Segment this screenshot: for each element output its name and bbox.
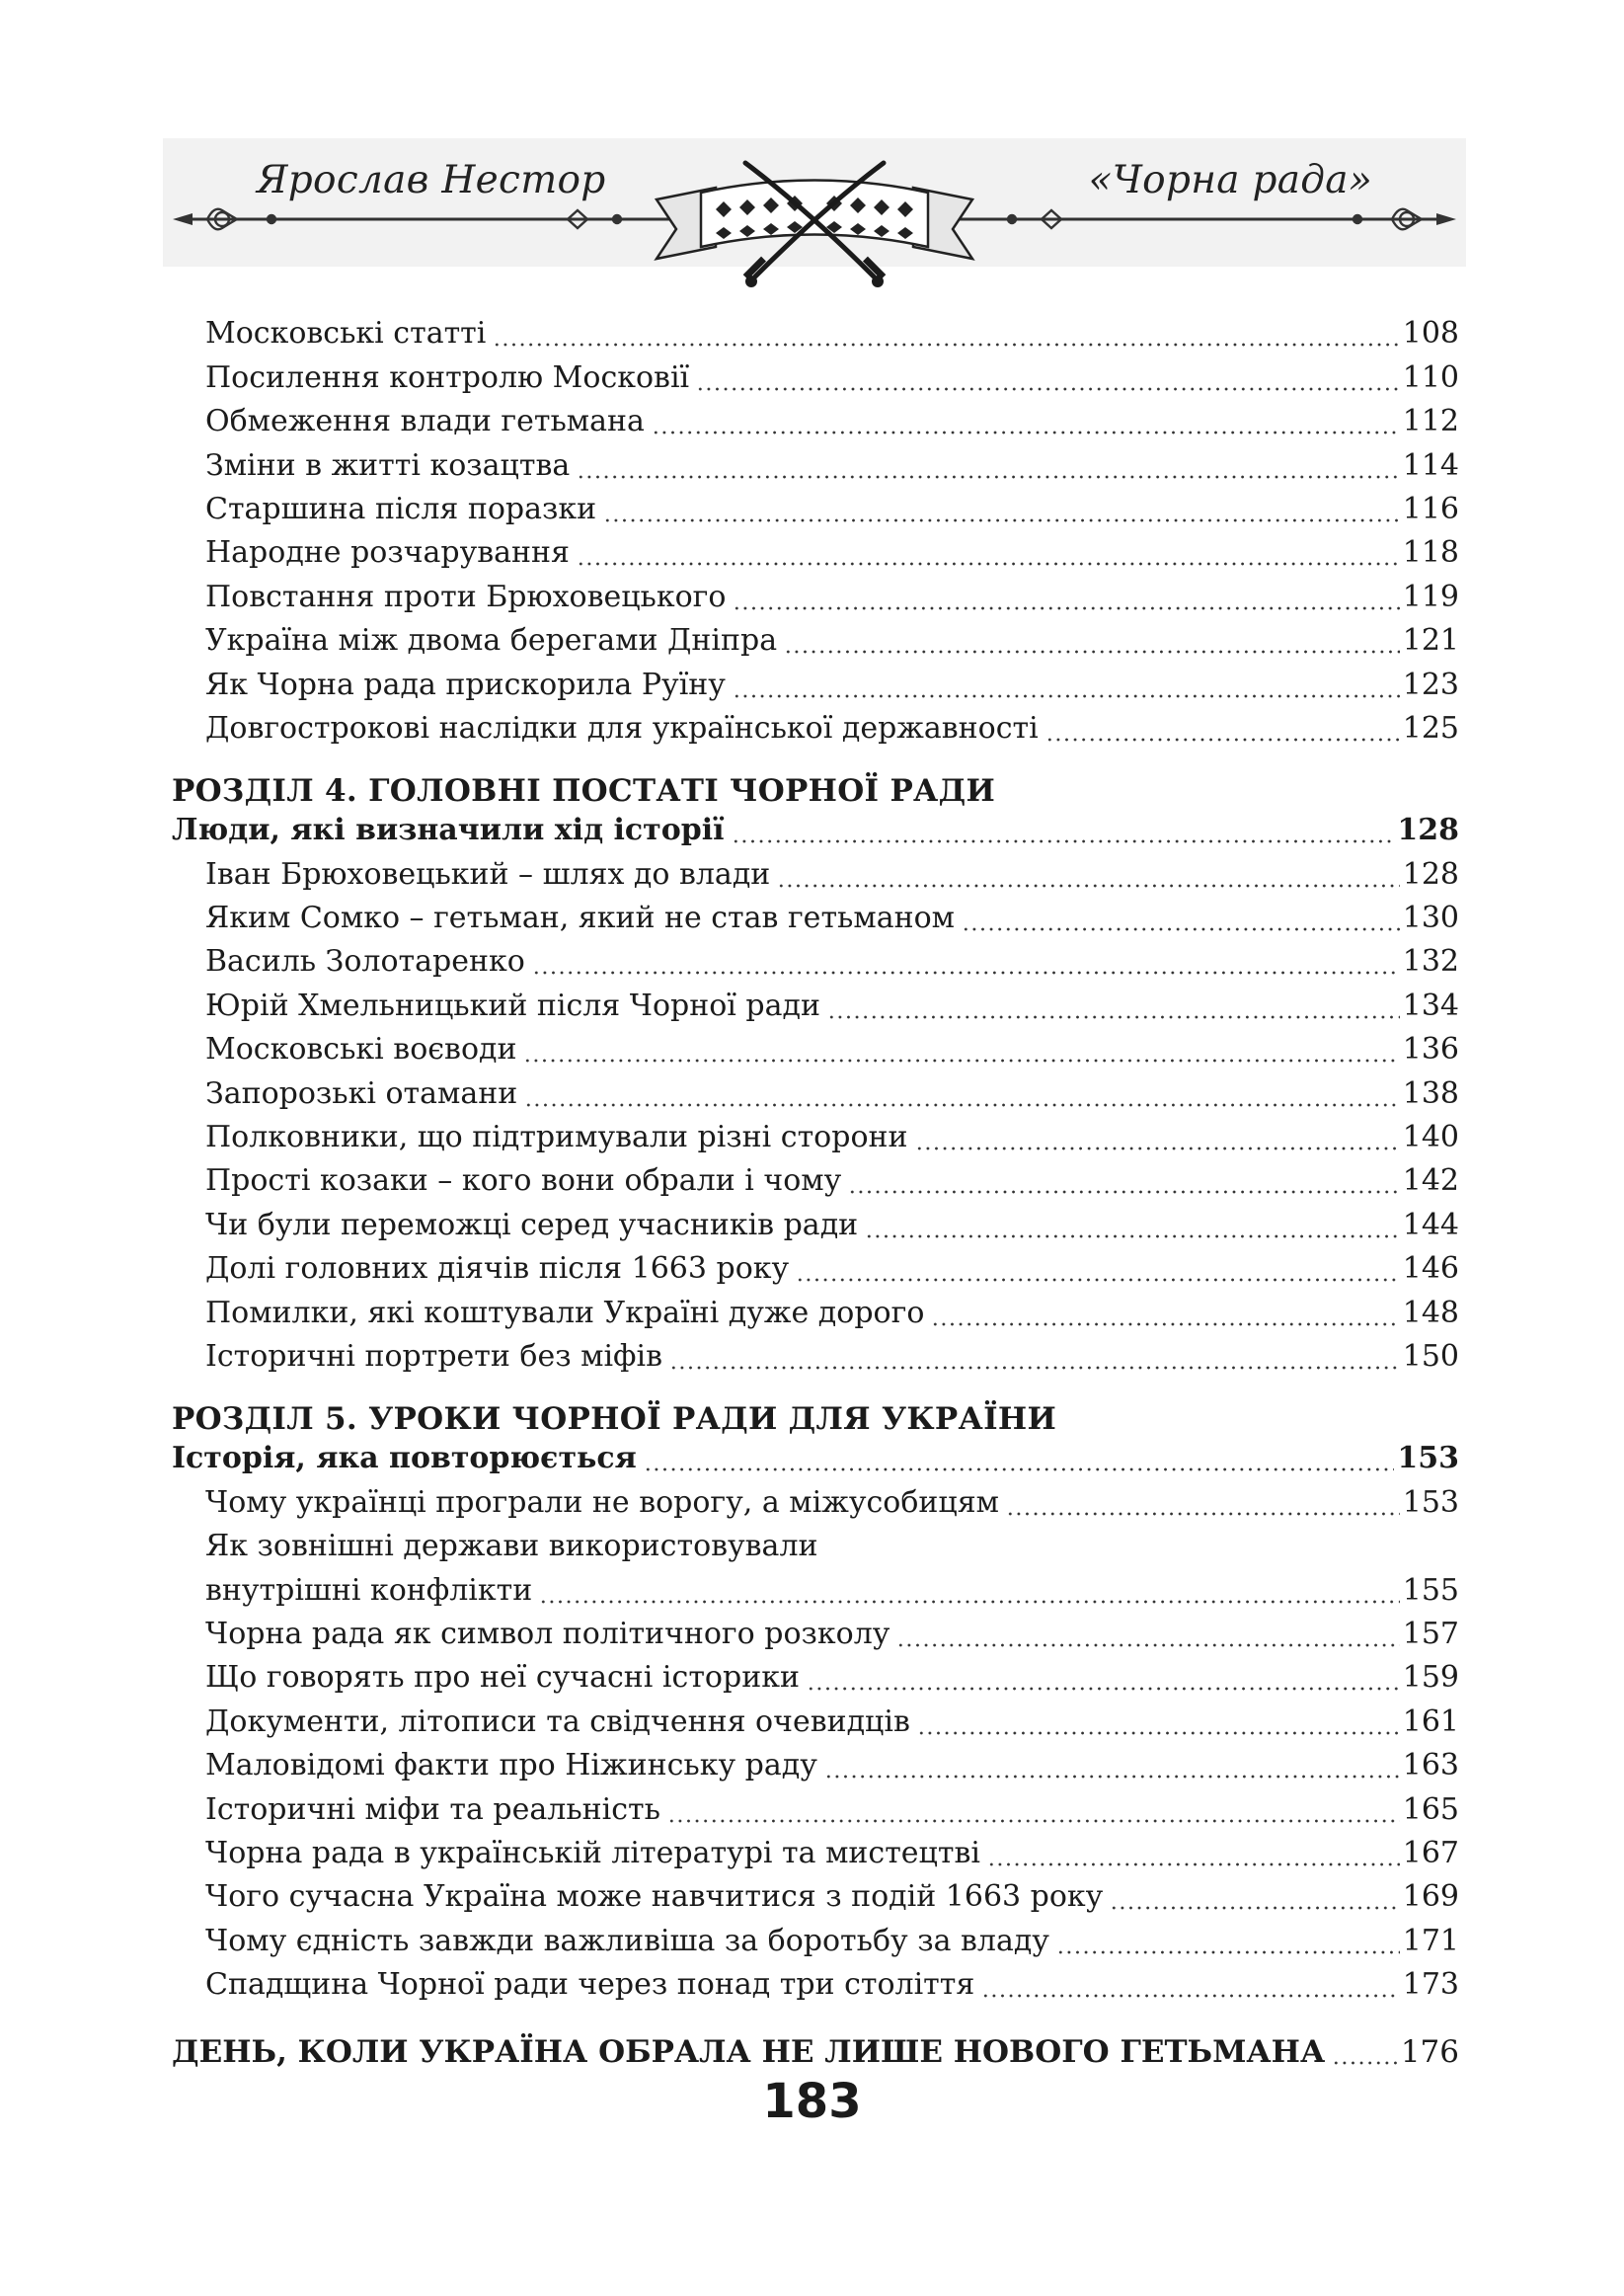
toc-entry-page: 165 (1402, 1791, 1459, 1827)
toc-entry-page: 116 (1402, 491, 1459, 526)
toc-entry[interactable] (172, 1700, 1459, 1743)
toc-entry-page: 169 (1402, 1879, 1459, 1915)
toc-entry-label: Маловідомі факти про Ніжинську раду (205, 1748, 817, 1783)
toc-entry-page: 134 (1402, 988, 1459, 1023)
toc-entry-page: 155 (1402, 1572, 1459, 1608)
toc-entry-label: Помилки, які коштували Україні дуже дорого (205, 1295, 925, 1330)
toc-entry-label: Чого сучасна Україна може навчитися з подій 1663 року (205, 1879, 1104, 1915)
toc-entry-page: 153 (1402, 1484, 1459, 1520)
dot-leader (777, 859, 1399, 889)
section-4-entries (172, 852, 1459, 1379)
toc-entry-label: Московські статті (205, 316, 487, 352)
toc-block-chapter3-continued (172, 312, 1459, 751)
dot-leader (962, 903, 1400, 932)
toc-entry[interactable] (172, 619, 1459, 663)
toc-entry-label: Як зовнішні держави використовували (205, 1529, 818, 1564)
toc-entry-label: Яким Сомко – гетьман, який не став гетьманом (205, 901, 955, 936)
toc-entry-label: Чорна рада як символ політичного розколу (205, 1616, 890, 1651)
dot-leader (733, 670, 1400, 699)
toc-entry-label: Іван Брюховецький – шлях до влади (205, 856, 771, 892)
toc-entry[interactable] (172, 356, 1459, 399)
dot-leader (784, 625, 1400, 655)
toc-entry-line2[interactable] (172, 1568, 1459, 1612)
toc-entry-page: 176 (1400, 2034, 1459, 2071)
section-4-heading: РОЗДІЛ 4. ГОЛОВНІ ПОСТАТІ ЧОРНОЇ РАДИ (172, 772, 996, 809)
toc-entry-label: Чи були переможці серед учасників ради (205, 1207, 859, 1242)
toc-entry[interactable] (172, 1832, 1459, 1875)
toc-entry-label: Історичні портрети без міфів (205, 1338, 663, 1374)
toc-entry[interactable] (172, 1335, 1459, 1379)
toc-entry-label: Зміни в житті козацтва (205, 447, 571, 483)
toc-entry[interactable] (172, 1787, 1459, 1831)
dot-leader (733, 582, 1399, 611)
toc-entry-label: Народне розчарування (205, 535, 570, 571)
dot-leader (807, 1662, 1400, 1692)
running-header (163, 138, 1466, 291)
toc-entry-page: 114 (1402, 447, 1459, 483)
dot-leader (931, 1298, 1399, 1327)
toc-entry[interactable] (172, 1028, 1459, 1071)
toc-entry-label: Долі головних діячів після 1663 року (205, 1251, 790, 1287)
toc-entry-page: 108 (1402, 316, 1459, 352)
toc-entry-page: 123 (1402, 667, 1459, 702)
dot-leader (603, 494, 1400, 523)
toc-entry-label: Московські воєводи (205, 1032, 517, 1068)
toc-entry-label: Спадщина Чорної ради через понад три століття (205, 1967, 975, 2003)
toc-entry[interactable] (172, 1875, 1459, 1919)
dot-leader (696, 362, 1400, 392)
dot-leader (667, 1794, 1400, 1824)
toc-entry[interactable] (172, 940, 1459, 984)
toc-entry[interactable] (172, 1203, 1459, 1246)
dot-leader (915, 1122, 1400, 1151)
dot-leader (824, 1750, 1400, 1780)
toc-entry-page: 118 (1402, 535, 1459, 571)
toc-entry-label: Чорна рада в українській літературі та мистецтві (205, 1835, 980, 1870)
dot-leader (669, 1341, 1400, 1371)
toc-entry-label: ДЕНЬ, КОЛИ УКРАЇНА ОБРАЛА НЕ ЛИШЕ НОВОГО ГЕТЬМАНА (172, 2034, 1326, 2071)
dot-leader (532, 946, 1400, 976)
toc-entry-subheading[interactable] (172, 809, 1459, 852)
toc-entry-page: 140 (1402, 1120, 1459, 1155)
toc-entry[interactable] (172, 1744, 1459, 1787)
toc-entry-page: 171 (1402, 1923, 1459, 1958)
toc-entry-label: Що говорять про неї сучасні історики (205, 1660, 800, 1696)
toc-entry-label: Юрій Хмельницький після Чорної ради (205, 988, 820, 1023)
dot-leader (865, 1210, 1400, 1239)
toc-entry-epilogue[interactable] (172, 2030, 1459, 2074)
toc-entry-subheading[interactable] (172, 1437, 1459, 1480)
toc-entry-label: Історичні міфи та реальність (205, 1791, 660, 1827)
toc-entry-label: внутрішні конфлікти (205, 1572, 533, 1608)
toc-entry-page: 161 (1402, 1703, 1459, 1739)
toc-entry-page: 167 (1402, 1835, 1459, 1870)
toc-entry[interactable] (172, 897, 1459, 940)
toc-entry-label: Історія, яка повторюється (172, 1441, 637, 1476)
page-number: 183 (762, 2074, 862, 2129)
toc-entry[interactable] (172, 1071, 1459, 1115)
toc-entry[interactable] (172, 443, 1459, 487)
toc-entry-line1[interactable] (172, 1525, 1459, 1568)
toc-entry-page: 150 (1402, 1338, 1459, 1374)
toc-entry-page: 128 (1397, 813, 1459, 848)
toc-entry[interactable] (172, 1963, 1459, 2007)
toc-entry[interactable] (172, 531, 1459, 575)
toc-entry-label: Чому єдність завжди важливіша за боротьбу за владу (205, 1923, 1049, 1958)
toc-entry[interactable] (172, 984, 1459, 1027)
toc-entry-page: 130 (1402, 901, 1459, 936)
dot-leader (896, 1619, 1399, 1648)
toc-entry-page: 153 (1397, 1441, 1459, 1476)
toc-entry-page: 125 (1402, 710, 1459, 746)
dot-leader (1006, 1487, 1400, 1517)
dot-leader (1045, 713, 1400, 743)
toc-entry-page: 136 (1402, 1032, 1459, 1068)
toc-entry-label: Старшина після поразки (205, 491, 597, 526)
dot-leader (1110, 1881, 1399, 1911)
toc-entry[interactable] (172, 312, 1459, 356)
toc-entry[interactable] (172, 1247, 1459, 1291)
toc-entry[interactable] (172, 707, 1459, 751)
dot-leader (523, 1034, 1399, 1064)
toc-entry[interactable] (172, 1116, 1459, 1159)
toc-entry[interactable] (172, 1159, 1459, 1203)
section-5-heading: РОЗДІЛ 5. УРОКИ ЧОРНОЇ РАДИ ДЛЯ УКРАЇНИ (172, 1400, 1057, 1437)
toc-entry-page: 159 (1402, 1660, 1459, 1696)
toc-entry[interactable] (172, 1613, 1459, 1656)
toc-entry-page: 110 (1402, 359, 1459, 395)
toc-entry-label: Повстання проти Брюховецького (205, 579, 727, 614)
toc-entry[interactable] (172, 1656, 1459, 1700)
toc-entry-page: 132 (1402, 944, 1459, 980)
toc-entry[interactable] (172, 663, 1459, 706)
toc-entry-label: Як Чорна рада прискорила Руїну (205, 667, 726, 702)
dot-leader (493, 318, 1399, 348)
toc-entry[interactable] (172, 488, 1459, 531)
toc-entry[interactable] (172, 852, 1459, 896)
toc-entry[interactable] (172, 1291, 1459, 1334)
header-author: Ярослав Нестор (257, 158, 606, 202)
dot-leader (732, 815, 1395, 844)
toc-entry-label: Обмеження влади гетьмана (205, 404, 645, 439)
dot-leader (1332, 2036, 1398, 2066)
toc-entry-label: Запорозькі отамани (205, 1075, 518, 1111)
toc-entry-page: 157 (1402, 1616, 1459, 1651)
toc-entry-page: 146 (1402, 1251, 1459, 1287)
toc-entry-label: Прості козаки – кого вони обрали і чому (205, 1163, 842, 1199)
toc-entry-label: Документи, літописи та свідчення очевидців (205, 1703, 910, 1739)
table-of-contents (172, 312, 1459, 2074)
toc-entry-page: 128 (1402, 856, 1459, 892)
dot-leader (917, 1706, 1400, 1736)
toc-entry-page: 142 (1402, 1163, 1459, 1199)
toc-entry-label: Посилення контролю Московії (205, 359, 690, 395)
header-book-title: «Чорна рада» (1088, 158, 1372, 202)
dot-leader (1056, 1926, 1400, 1955)
toc-entry[interactable] (172, 1480, 1459, 1524)
toc-entry[interactable] (172, 575, 1459, 618)
dot-leader (524, 1078, 1400, 1108)
section-5-entries (172, 1613, 1459, 2008)
toc-entry-label: Василь Золотаренко (205, 944, 525, 980)
dot-leader (796, 1253, 1400, 1283)
dot-leader (981, 1969, 1399, 1999)
toc-entry-page: 163 (1402, 1748, 1459, 1783)
toc-entry-page: 148 (1402, 1295, 1459, 1330)
dot-leader (644, 1443, 1395, 1472)
dot-leader (577, 537, 1400, 567)
toc-entry-page: 121 (1402, 623, 1459, 659)
dot-leader (987, 1838, 1400, 1867)
toc-entry-label: Довгострокові наслідки для української державності (205, 710, 1039, 746)
toc-entry-page: 173 (1402, 1967, 1459, 2003)
dot-leader (848, 1165, 1399, 1195)
toc-entry[interactable] (172, 1919, 1459, 1962)
toc-entry-page: 144 (1402, 1207, 1459, 1242)
toc-entry-page: 138 (1402, 1075, 1459, 1111)
toc-entry-label: Україна між двома берегами Дніпра (205, 623, 778, 659)
toc-entry[interactable] (172, 400, 1459, 443)
dot-leader (827, 990, 1400, 1020)
toc-entry-label: Чому українці програли не ворогу, а міжусобицям (205, 1484, 999, 1520)
toc-entry-page: 112 (1402, 404, 1459, 439)
toc-entry-label: Люди, які визначили хід історії (172, 813, 725, 848)
dot-leader (652, 406, 1400, 435)
dot-leader (539, 1575, 1400, 1605)
dot-leader (577, 450, 1400, 480)
toc-entry-label: Полковники, що підтримували різні сторони (205, 1120, 908, 1155)
toc-entry-page: 119 (1402, 579, 1459, 614)
